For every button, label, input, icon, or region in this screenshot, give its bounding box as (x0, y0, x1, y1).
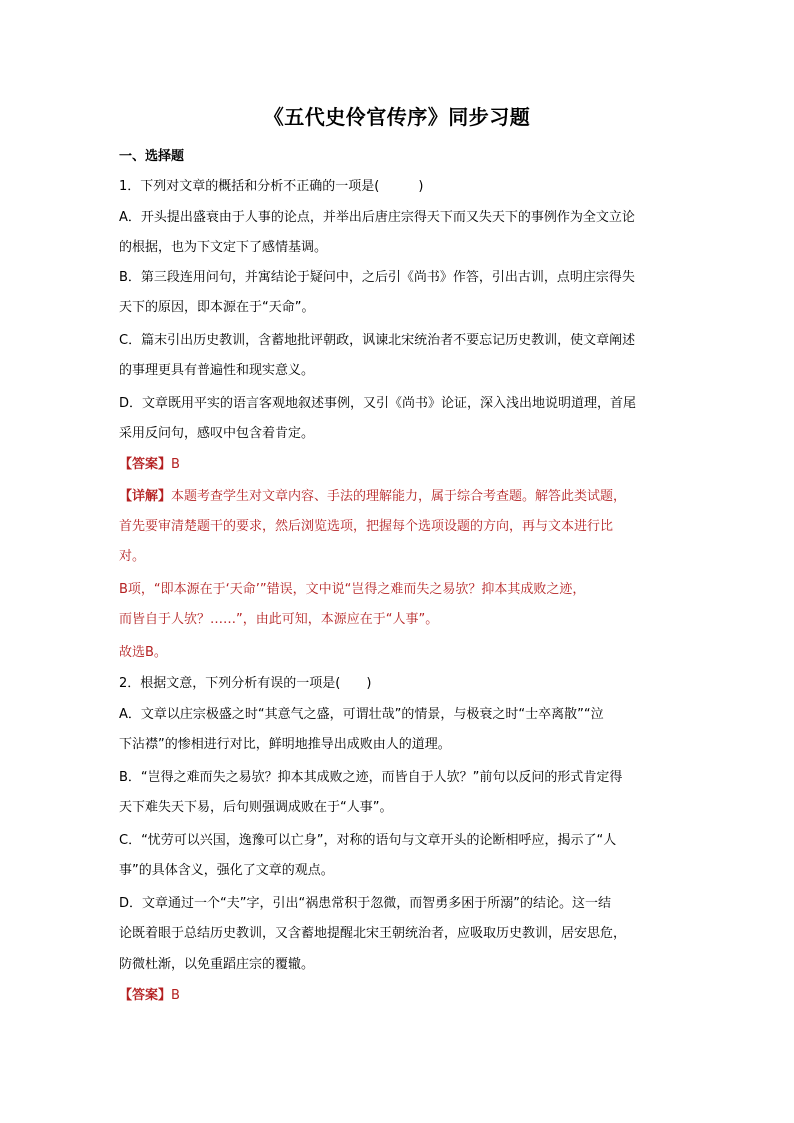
q1-detail-line3: 对。 (119, 549, 146, 564)
q1-option-c-line1: C．篇末引出历史教训，含蓄地批评朝政，讽谏北宋统治者不要忘记历史教训，使文章阐述 (119, 333, 636, 348)
q1-option-a-line1: A．开头提出盛衰由于人事的论点，并举出后唐庄宗得天下而又失天下的事例作为全文立论 (119, 210, 635, 225)
answer-value: B (171, 988, 180, 1003)
q2-option-b-line2: 天下难失天下易，后句则强调成败在于“人事”。 (119, 800, 393, 815)
q2-option-b-line1: B．“岂得之难而失之易欤？抑本其成败之迹，而皆自于人欤？”前句以反问的形式肯定得 (119, 770, 623, 785)
q1-detail-line1 (119, 487, 626, 507)
q1-answer (119, 455, 180, 475)
q1-option-b-line2: 天下的原因，即本源在于“天命”。 (119, 300, 315, 315)
q1-option-d-line2: 采用反问句，感叹中包含着肯定。 (119, 426, 315, 441)
q2-option-a-line1: A．文章以庄宗极盛之时“其意气之盛，可谓壮哉”的情景，与极衰之时“士卒离散”“泣 (119, 707, 604, 722)
q1-explain-line2: 而皆自于人欤？……”，由此可知，本源应在于“人事”。 (119, 612, 439, 627)
answer-tag: 【答案】 (119, 988, 172, 1003)
q2-option-d-line1: D．文章通过一个“夫”字，引出“祸患常积于忽微，而智勇多困于所溺”的结论。这一结 (119, 896, 611, 911)
q2-answer (119, 986, 180, 1006)
page-title: 《五代史伶官传序》同步习题 (263, 105, 531, 129)
q2-option-c-line1: C．“忧劳可以兴国，逸豫可以亡身”，对称的语句与文章开头的论断相呼应，揭示了“人 (119, 833, 617, 848)
q2-option-d-line2: 论既着眼于总结历史教训，又含蓄地提醒北宋王朝统治者，应吸取历史教训，居安思危， (119, 926, 627, 941)
section-heading: 一、选择题 (119, 149, 185, 164)
q1-stem: 1．下列对文章的概括和分析不正确的一项是( ) (119, 179, 424, 194)
detail-tag: 【详解】 (119, 489, 172, 504)
answer-value: B (171, 457, 180, 472)
q1-explain-line1: B项，“即本源在于‘天命’”错误，文中说“岂得之难而失之易欤？抑本其成败之迹， (119, 582, 586, 597)
detail-text: 本题考查学生对文章内容、手法的理解能力，属于综合考查题。解答此类试题， (171, 489, 627, 504)
q1-detail-line2: 首先要审清楚题干的要求，然后浏览选项，把握每个选项设题的方向，再与文本进行比 (119, 519, 614, 534)
q1-option-d-line1: D．文章既用平实的语言客观地叙述事例，又引《尚书》论证，深入浅出地说明道理，首尾 (119, 396, 637, 411)
q1-option-b-line1: B．第三段连用问句，并寓结论于疑问中，之后引《尚书》作答，引出古训，点明庄宗得失 (119, 270, 635, 285)
q1-option-c-line2: 的事理更具有普遍性和现实意义。 (119, 363, 315, 378)
q2-option-a-line2: 下沾襟”的惨相进行对比，鲜明地推导出成败由人的道理。 (119, 737, 451, 752)
q2-option-d-line3: 防微杜渐，以免重蹈庄宗的覆辙。 (119, 957, 315, 972)
q1-conclusion: 故选B。 (119, 645, 167, 660)
q2-stem: 2．根据文意，下列分析有误的一项是( ) (119, 676, 372, 691)
answer-tag: 【答案】 (119, 457, 172, 472)
q1-option-a-line2: 的根据，也为下文定下了感情基调。 (119, 240, 328, 255)
q2-option-c-line2: 事”的具体含义，强化了文章的观点。 (119, 863, 334, 878)
